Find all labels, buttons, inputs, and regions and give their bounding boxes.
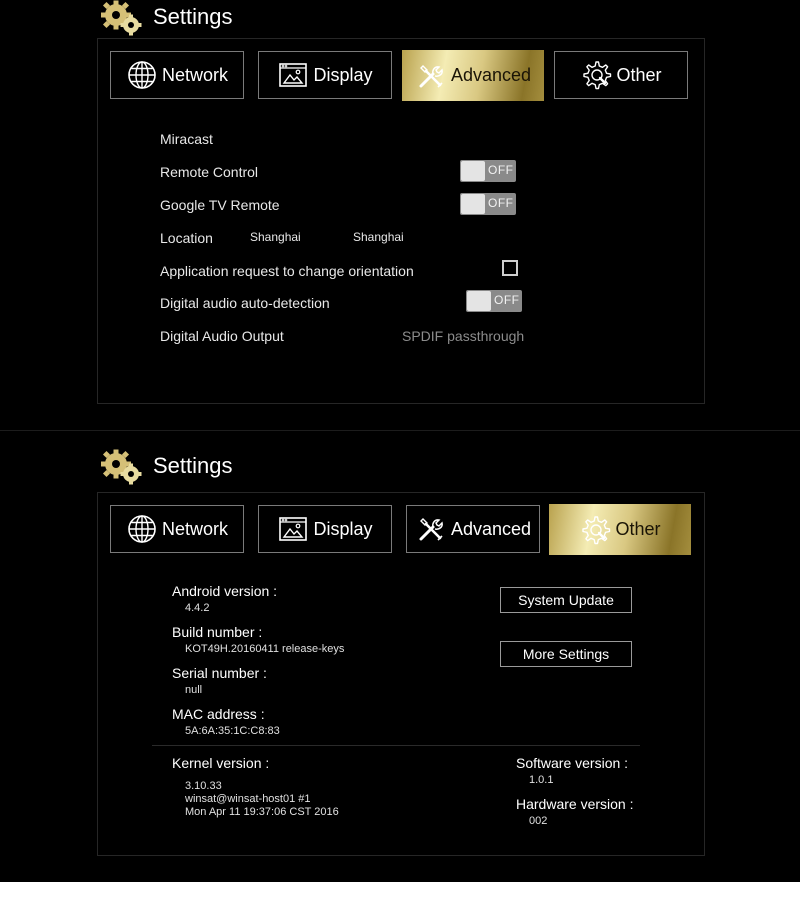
- setting-remote-control-label: Remote Control: [160, 164, 259, 180]
- tools-icon: [415, 513, 447, 545]
- mac-address-label: MAC address :: [172, 706, 265, 722]
- tab-label: Other: [616, 64, 662, 85]
- tab-label: Advanced: [450, 518, 532, 539]
- tab-display[interactable]: [258, 505, 392, 553]
- serial-number-value: null: [185, 684, 203, 696]
- page-title: Settings: [153, 4, 233, 29]
- kernel-version-line: winsat@winsat-host01 #1: [185, 793, 311, 805]
- kernel-version-label: Kernel version :: [172, 755, 270, 771]
- toggle-knob: [467, 291, 491, 311]
- tab-advanced[interactable]: [406, 505, 540, 553]
- tab-other[interactable]: [554, 51, 688, 99]
- tab-advanced[interactable]: [402, 50, 544, 101]
- settings-gears-icon: [100, 449, 144, 485]
- settings-panel: [97, 38, 705, 404]
- display-icon: [277, 513, 309, 545]
- globe-icon: [126, 513, 158, 545]
- audio-autodetect-toggle[interactable]: [466, 290, 522, 312]
- tab-label: Network: [161, 64, 228, 85]
- globe-icon: [126, 59, 158, 91]
- remote-control-toggle[interactable]: [460, 160, 516, 182]
- orientation-checkbox[interactable]: [502, 260, 518, 276]
- setting-miracast[interactable]: Miracast: [160, 131, 213, 147]
- tab-label: Network: [161, 518, 228, 539]
- tab-network[interactable]: [110, 51, 244, 99]
- display-icon: [277, 59, 309, 91]
- toggle-state: OFF: [488, 196, 514, 210]
- hardware-version-label: Hardware version :: [516, 796, 634, 812]
- tab-label: Display: [313, 64, 373, 85]
- android-version-value: 4.4.2: [185, 602, 210, 614]
- settings-gears-icon: [100, 0, 144, 36]
- tab-network[interactable]: [110, 505, 244, 553]
- build-number-label: Build number :: [172, 624, 263, 640]
- setting-orientation-label: Application request to change orientation: [160, 263, 414, 279]
- settings-advanced-screen: [0, 0, 800, 430]
- software-version-value: 1.0.1: [529, 774, 554, 786]
- build-number-value: KOT49H.20160411 release-keys: [185, 643, 345, 655]
- gear-icon: [580, 59, 612, 91]
- mac-address-value: 5A:6A:35:1C:C8:83: [185, 725, 280, 737]
- software-version-label: Software version :: [516, 755, 629, 771]
- google-tv-remote-toggle[interactable]: [460, 193, 516, 215]
- location-value-1[interactable]: Shanghai: [250, 230, 301, 244]
- tab-label: Other: [615, 519, 661, 539]
- settings-other-screen: [0, 431, 800, 882]
- kernel-version-line: Mon Apr 11 19:37:06 CST 2016: [185, 806, 339, 818]
- android-version-label: Android version :: [172, 583, 278, 599]
- system-update-button[interactable]: System Update: [500, 587, 632, 613]
- toggle-knob: [461, 161, 485, 181]
- tab-display[interactable]: [258, 51, 392, 99]
- setting-audio-autodetect-label: Digital audio auto-detection: [160, 295, 330, 311]
- tab-other[interactable]: [549, 504, 691, 555]
- more-settings-button[interactable]: More Settings: [500, 641, 632, 667]
- tab-label: Advanced: [450, 65, 532, 85]
- setting-audio-output-label: Digital Audio Output: [160, 328, 284, 344]
- location-value-2[interactable]: Shanghai: [353, 230, 404, 244]
- setting-location-label: Location: [160, 230, 213, 246]
- toggle-knob: [461, 194, 485, 214]
- page-title: Settings: [153, 453, 233, 478]
- hardware-version-value: 002: [529, 815, 548, 827]
- toggle-state: OFF: [494, 293, 520, 307]
- section-divider: [152, 745, 640, 746]
- settings-panel: [97, 492, 705, 856]
- gear-icon: [579, 514, 611, 546]
- serial-number-label: Serial number :: [172, 665, 267, 681]
- tab-label: Display: [313, 518, 373, 539]
- toggle-state: OFF: [488, 163, 514, 177]
- tools-icon: [415, 60, 447, 92]
- setting-google-tv-remote-label: Google TV Remote: [160, 197, 280, 213]
- audio-output-value[interactable]: SPDIF passthrough: [402, 328, 525, 344]
- kernel-version-line: 3.10.33: [185, 780, 222, 792]
